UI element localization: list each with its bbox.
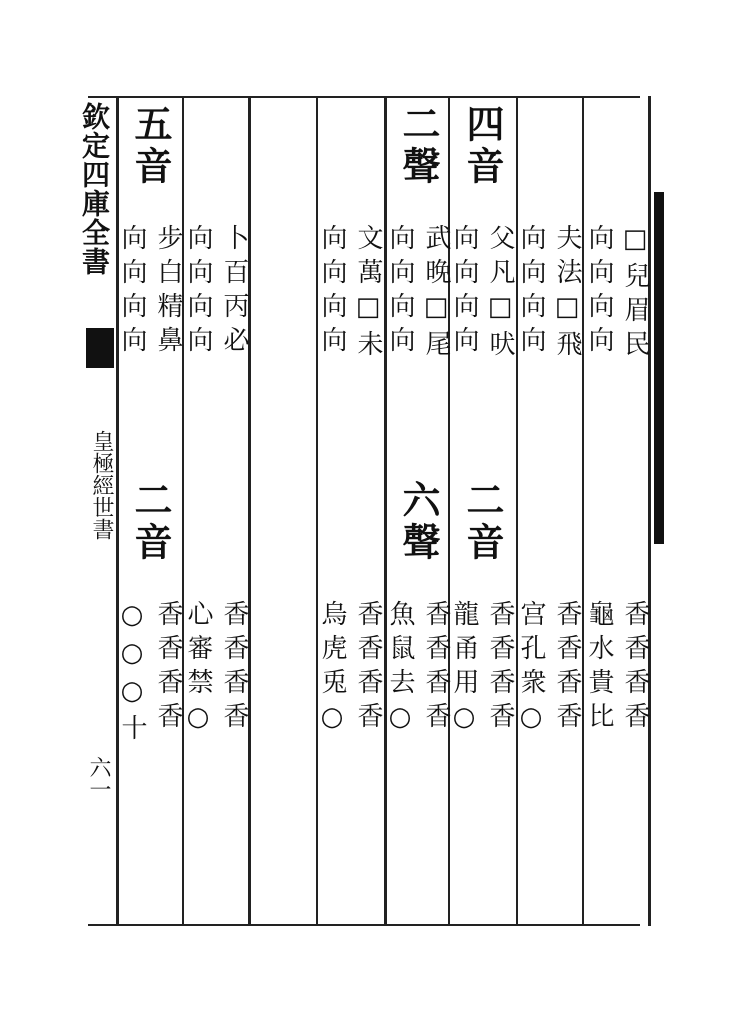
lower-section — [518, 600, 580, 740]
upper-section — [387, 224, 449, 364]
lower-section — [451, 600, 513, 740]
lower-rows — [117, 600, 183, 748]
lower-section — [185, 600, 247, 740]
section-heading-top — [387, 104, 449, 188]
upper-section — [518, 224, 580, 364]
lower-row: 心審禁○ — [183, 600, 213, 740]
lower-row: 香香香香 — [485, 600, 515, 736]
upper-row: 向向向向 — [584, 224, 614, 360]
upper-rows — [117, 224, 183, 360]
upper-row: 向向向向 — [317, 224, 347, 360]
fold-marker-bar — [654, 192, 664, 544]
text-column-6-empty — [251, 104, 313, 914]
lower-row: ○○○十 — [117, 600, 147, 748]
upper-row: 向向向向 — [183, 224, 213, 360]
section-heading-top — [119, 104, 181, 188]
upper-row: 夫法□飛 — [552, 224, 582, 364]
upper-rows — [385, 224, 451, 364]
book-title: 皇極經世書 — [89, 430, 114, 540]
text-column-3 — [451, 104, 513, 914]
lower-row: 龜水貴比 — [584, 600, 614, 736]
heading-text: 二音 — [460, 480, 505, 564]
lower-row: 香香香香 — [153, 600, 183, 736]
lower-row: 香香香香 — [421, 600, 451, 736]
lower-row: 香香香香 — [552, 600, 582, 736]
text-column-1 — [586, 104, 648, 914]
upper-row: 父凡□吠 — [485, 224, 515, 364]
text-column-2 — [518, 104, 580, 914]
lower-section — [387, 600, 449, 740]
text-column-5 — [319, 104, 381, 914]
section-heading-mid — [451, 480, 513, 564]
heading-text: 五音 — [128, 104, 173, 188]
lower-rows — [385, 600, 451, 740]
text-column-7 — [185, 104, 247, 914]
text-column-4 — [387, 104, 449, 914]
upper-section — [119, 224, 181, 360]
section-heading-top — [451, 104, 513, 188]
upper-rows — [584, 224, 650, 364]
upper-row: 步白精鼻 — [153, 224, 183, 360]
upper-row: 向向向向 — [117, 224, 147, 360]
heading-text: 四音 — [460, 104, 505, 188]
heading-text: 二音 — [128, 480, 173, 564]
upper-rows — [449, 224, 515, 364]
upper-section — [586, 224, 648, 364]
fishtail-mark — [86, 328, 114, 368]
lower-row: 龍甬用○ — [449, 600, 479, 740]
upper-rows — [183, 224, 249, 360]
column-rule — [582, 96, 584, 926]
lower-row: 宫孔衆○ — [516, 600, 546, 740]
upper-row: □兒眉民 — [620, 224, 650, 364]
text-column-8 — [119, 104, 181, 914]
lower-row: 魚鼠去○ — [385, 600, 415, 740]
upper-row: 向向向向 — [449, 224, 479, 360]
lower-row: 烏虎兎○ — [317, 600, 347, 740]
lower-section — [586, 600, 648, 736]
lower-rows — [449, 600, 515, 740]
page-number: 六一 — [86, 756, 111, 800]
lower-section — [319, 600, 381, 740]
section-heading-mid — [387, 480, 449, 564]
upper-row: 卜百丙必 — [219, 224, 249, 360]
heading-text: 六聲 — [396, 480, 441, 564]
upper-rows — [516, 224, 582, 364]
heading-text: 二聲 — [396, 104, 441, 188]
frame-top-border — [88, 96, 640, 98]
upper-section — [451, 224, 513, 364]
collection-title: 欽定四庫全書 — [78, 102, 111, 276]
lower-row: 香香香香 — [620, 600, 650, 736]
column-rule — [316, 96, 318, 926]
lower-rows — [516, 600, 582, 740]
upper-row: 武晚□尾 — [421, 224, 451, 364]
lower-rows — [584, 600, 650, 736]
lower-rows — [317, 600, 383, 740]
lower-rows — [183, 600, 249, 740]
lower-section — [119, 600, 181, 748]
upper-section — [185, 224, 247, 360]
column-rule — [648, 96, 651, 926]
upper-rows — [317, 224, 383, 364]
frame-bottom-border — [88, 924, 640, 926]
upper-row: 向向向向 — [385, 224, 415, 360]
upper-row: 向向向向 — [516, 224, 546, 360]
upper-row: 文萬□未 — [353, 224, 383, 364]
column-rule — [182, 96, 184, 926]
section-heading-mid — [119, 480, 181, 564]
lower-row: 香香香香 — [219, 600, 249, 736]
lower-row: 香香香香 — [353, 600, 383, 736]
upper-section — [319, 224, 381, 364]
